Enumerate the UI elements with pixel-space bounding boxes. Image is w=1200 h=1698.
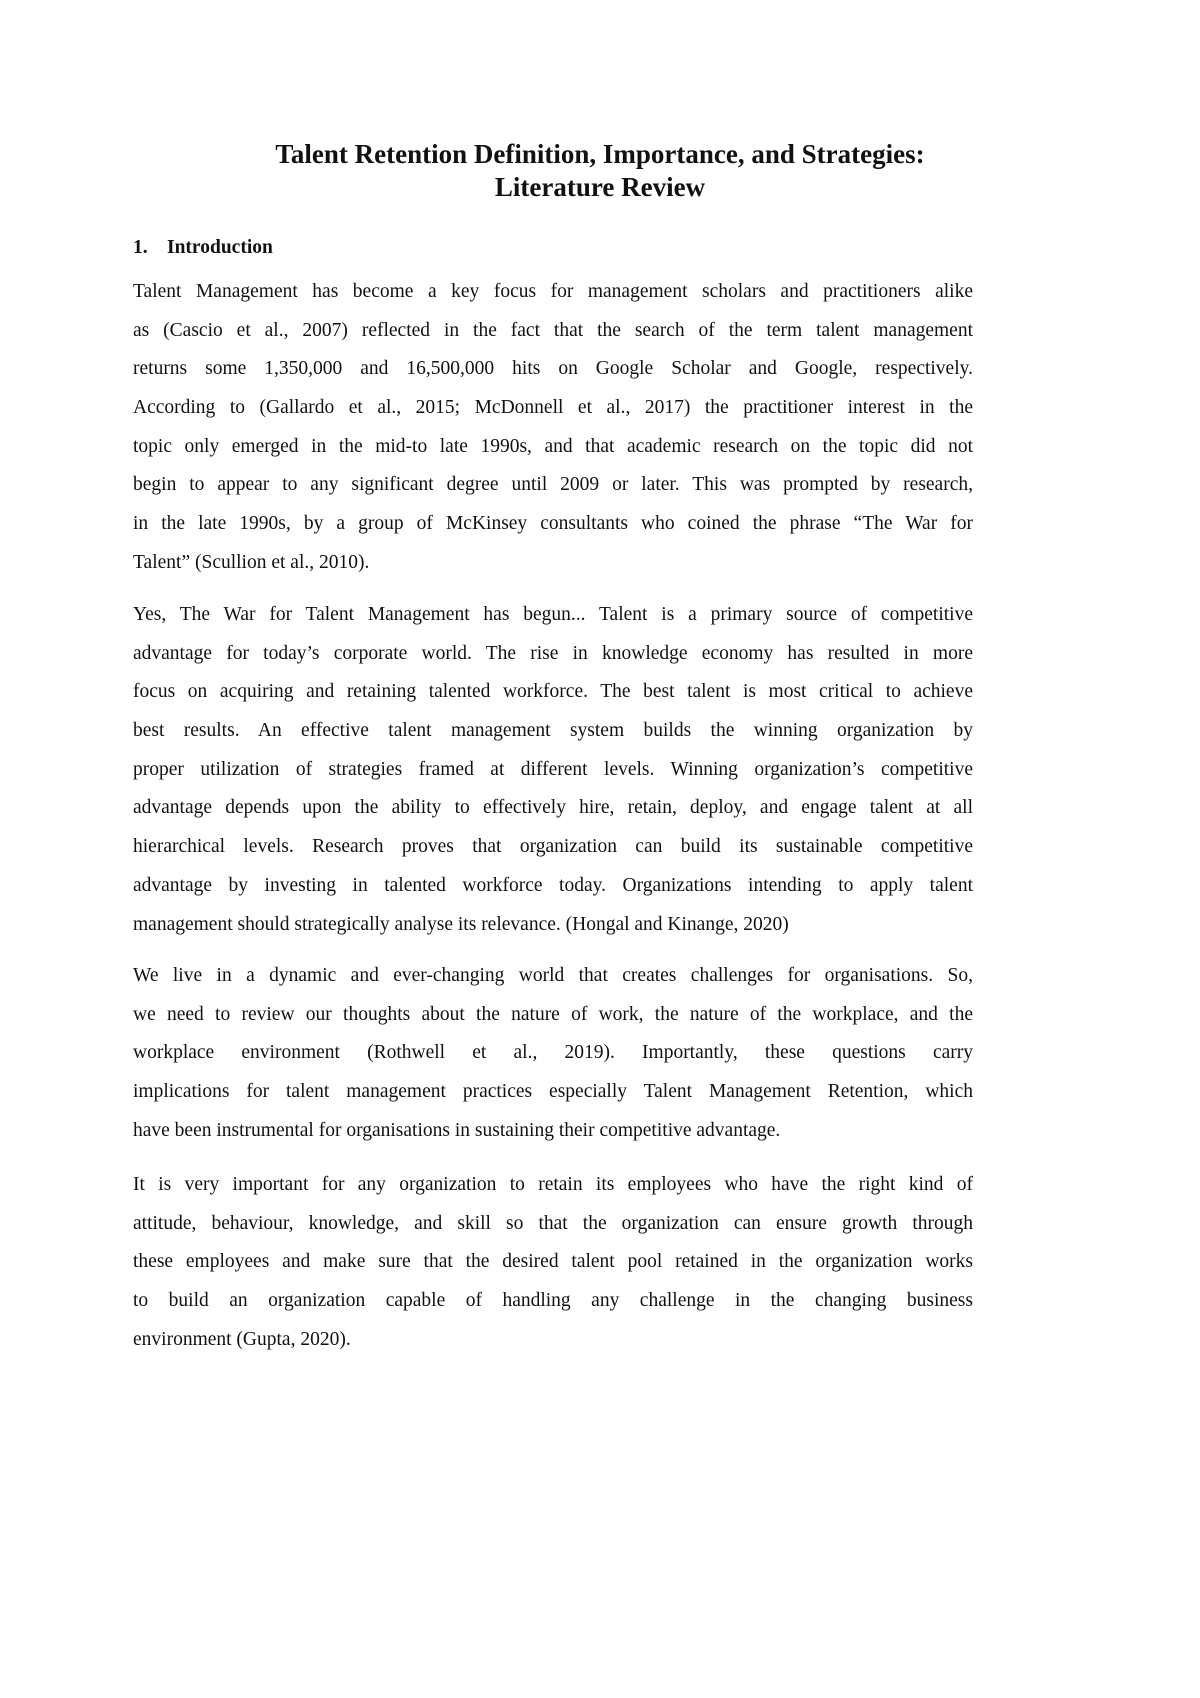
paragraph [133, 596, 973, 944]
text-line: advantage for today’s corporate world. The rise in knowledge economy has resulted in more [133, 642, 973, 664]
section-heading [133, 237, 273, 259]
text-line: We live in a dynamic and ever-changing world that creates challenges for organisations. So, [133, 965, 973, 986]
text-line: topic only emerged in the mid-to late 1990s, and that academic research on the topic did not [133, 435, 973, 457]
title-line-1: Talent Retention Definition, Importance, and Strategies: [275, 139, 925, 169]
document-title [0, 138, 1200, 204]
text-line: best results. An effective talent management system builds the winning organization by [133, 720, 973, 742]
text-line: According to (Gallardo et al., 2015; McDonnell et al., 2017) the practitioner interest in the [133, 397, 973, 419]
text-line: focus on acquiring and retaining talented workforce. The best talent is most critical to achieve [133, 681, 973, 703]
text-line: attitude, behaviour, knowledge, and skill so that the organization can ensure growth through [133, 1212, 973, 1234]
text-line: in the late 1990s, by a group of McKinsey consultants who coined the phrase “The War for [133, 513, 973, 535]
text-line: begin to appear to any significant degree until 2009 or later. This was prompted by research, [133, 474, 973, 496]
paragraph [133, 957, 973, 1150]
text-line: management should strategically analyse its relevance. (Hongal and Kinange, 2020) [133, 913, 789, 935]
text-line: hierarchical levels. Research proves that organization can build its sustainable competitive [133, 836, 973, 858]
text-line: we need to review our thoughts about the nature of work, the nature of the workplace, and the [133, 1003, 973, 1025]
text-line: have been instrumental for organisations in sustaining their competitive advantage. [133, 1119, 781, 1141]
text-line: Yes, The War for Talent Management has begun... Talent is a primary source of competitive [133, 604, 973, 625]
paragraph [133, 1166, 973, 1359]
text-line: as (Cascio et al., 2007) reflected in the fact that the search of the term talent management [133, 319, 973, 341]
text-line: environment (Gupta, 2020). [133, 1328, 351, 1350]
text-line: returns some 1,350,000 and 16,500,000 hits on Google Scholar and Google, respectively. [133, 358, 973, 380]
paragraph [133, 273, 973, 583]
title-line-2: Literature Review [494, 172, 706, 202]
text-line: Talent Management has become a key focus for management scholars and practitioners alike [133, 281, 973, 302]
section-number: 1. [133, 237, 148, 258]
text-line: implications for talent management practices especially Talent Management Retention, which [133, 1081, 973, 1103]
text-line: to build an organization capable of handling any challenge in the changing business [133, 1290, 973, 1312]
text-line: these employees and make sure that the desired talent pool retained in the organization works [133, 1251, 973, 1273]
text-line: workplace environment (Rothwell et al., 2019). Importantly, these questions carry [133, 1042, 973, 1064]
text-line: advantage by investing in talented workforce today. Organizations intending to apply talent [133, 874, 973, 896]
section-title: Introduction [167, 237, 273, 258]
text-line: Talent” (Scullion et al., 2010). [133, 551, 370, 573]
text-line: It is very important for any organization to retain its employees who have the right kind of [133, 1174, 973, 1195]
text-line: advantage depends upon the ability to effectively hire, retain, deploy, and engage talent at all [133, 797, 973, 819]
text-line: proper utilization of strategies framed at different levels. Winning organization’s competitive [133, 758, 973, 780]
